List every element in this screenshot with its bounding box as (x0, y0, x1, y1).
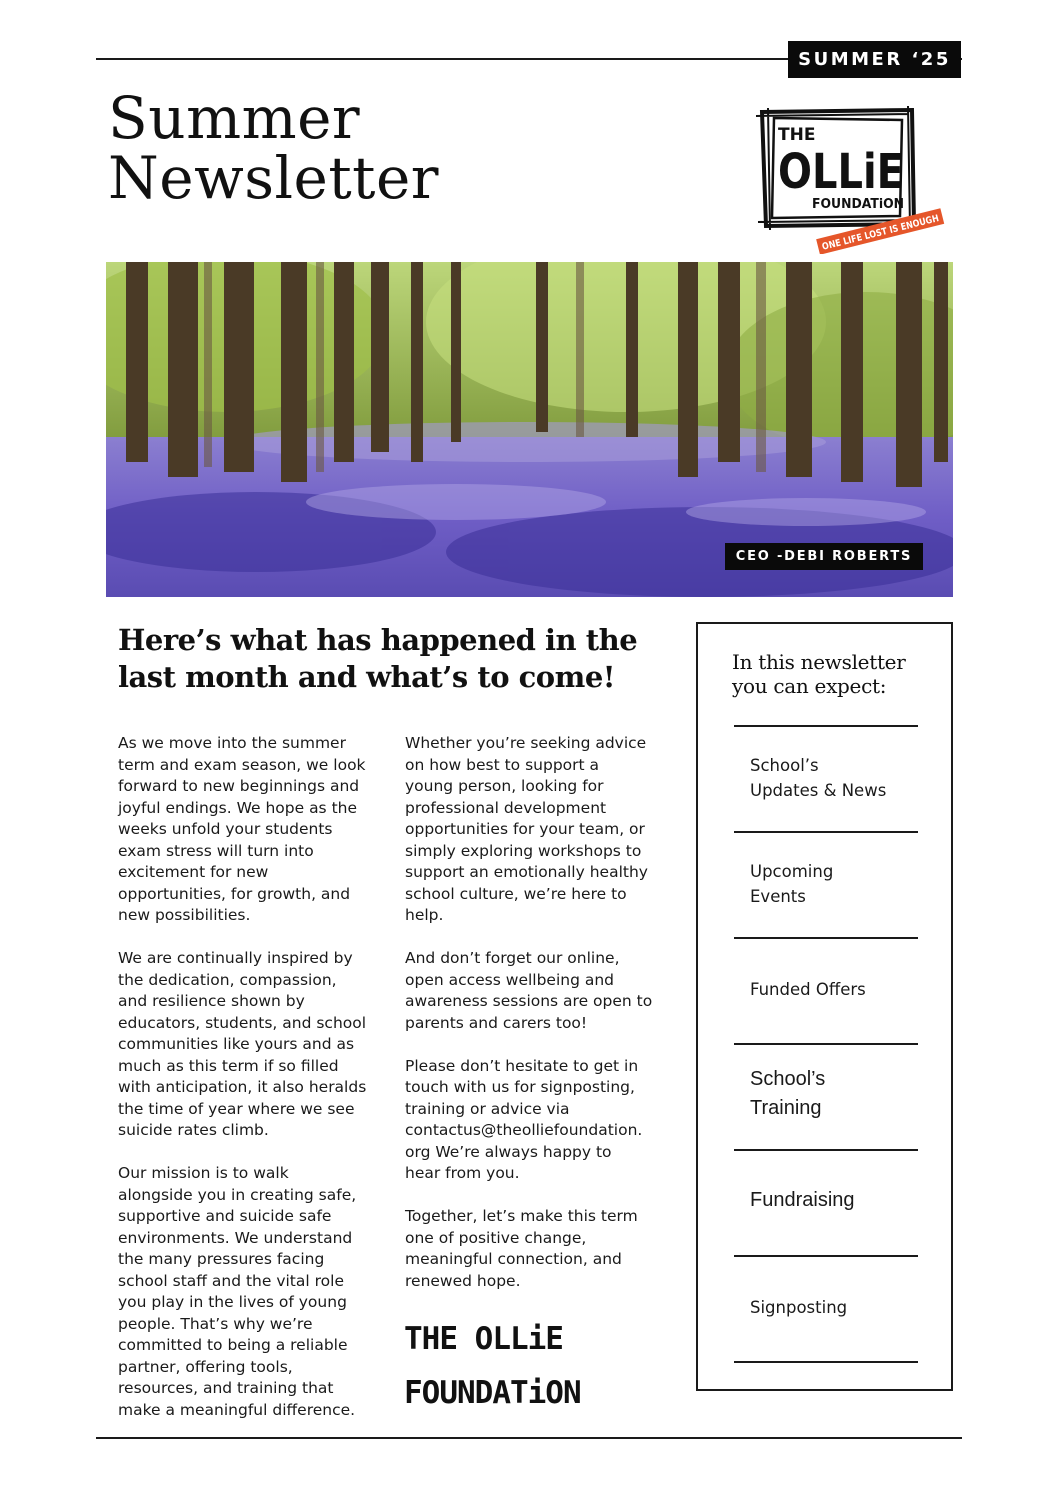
body-paragraph: Whether you’re seeking advice on how best to support a young person, looking for professional development opportunities for your team, or simply exploring workshops to support an emotionally healthy school culture, we’re here to help. (405, 734, 648, 924)
title-line-1: Summer (108, 84, 361, 152)
body-paragraph: As we move into the summer term and exam season, we look forward to new beginnings and joyful endings. We hope as the weeks unfold your students exam stress will turn into excitement for new opportunities, for growth, and new possibilities. (118, 734, 366, 924)
season-badge: SUMMER ‘25 (788, 41, 961, 78)
body-paragraph: And don’t forget our online, open access wellbeing and awareness sessions are open to parents and carers too! (405, 949, 653, 1032)
sidebar-divider (734, 1043, 918, 1045)
contents-item-signposting[interactable]: Signposting (750, 1298, 848, 1317)
sidebar-divider (734, 1361, 918, 1363)
ollie-foundation-logo (748, 106, 948, 254)
bottom-divider (96, 1437, 962, 1439)
contact-paragraph: Please don’t hesitate to get in touch with us for signposting, training or advice via contactus@theolliefoundation. org We’re always happy to hear from you. (405, 1056, 643, 1182)
sidebar-divider (734, 725, 918, 727)
sidebar-divider (734, 1255, 918, 1257)
body-paragraph: Together, let’s make this term one of positive change, meaningful connection, and renewed hope. (405, 1207, 638, 1290)
body-paragraph: Our mission is to walk alongside you in creating safe, supportive and suicide safe environments. We understand the many pressures facing school staff and the vital role you play in the lives of young people. That’s why we’re committed to being a reliable partner, offering tools, resources, and training that make a meaningful difference. (118, 1164, 357, 1419)
sidebar-title: In this newsletter you can expect: (732, 650, 906, 698)
sidebar-divider (734, 831, 918, 833)
contents-item-upcoming-events[interactable]: Upcoming Events (750, 862, 834, 906)
contents-item-schools-training[interactable]: School’s Training (750, 1068, 826, 1119)
contents-sidebar (696, 622, 953, 1391)
logo-line-ollie: OLLiE (778, 144, 904, 200)
contents-item-fundraising[interactable]: Fundraising (750, 1189, 855, 1211)
sidebar-divider (734, 937, 918, 939)
signature-line-1: THE OLLiE (404, 1321, 563, 1357)
logo-line-foundation: FOUNDATiON (812, 197, 904, 212)
contents-item-schools-updates[interactable]: School’s Updates & News (750, 756, 887, 800)
body-column-right (405, 733, 670, 1314)
logo-tagline: ONE LIFE LOST IS ENOUGH (820, 207, 948, 253)
signature-line-2: FOUNDATiON (404, 1375, 581, 1411)
contents-item-funded-offers[interactable]: Funded Offers (750, 980, 866, 999)
body-column-left (118, 733, 383, 1443)
section-headline: Here’s what has happened in the last month and what’s to come! (118, 623, 638, 694)
logo-line-the: THE (778, 125, 816, 145)
foundation-signature (404, 1312, 581, 1420)
page-title (108, 84, 440, 212)
body-paragraph: We are continually inspired by the dedication, compassion, and resilience shown by educators, students, and school communities like yours and as much as this term if so filled with anticipation, it also heralds the time of year where we see suicide rates climb. (118, 949, 367, 1139)
title-line-2: Newsletter (108, 144, 440, 212)
sidebar-divider (734, 1149, 918, 1151)
photo-caption: CEO -DEBI ROBERTS (725, 543, 923, 570)
